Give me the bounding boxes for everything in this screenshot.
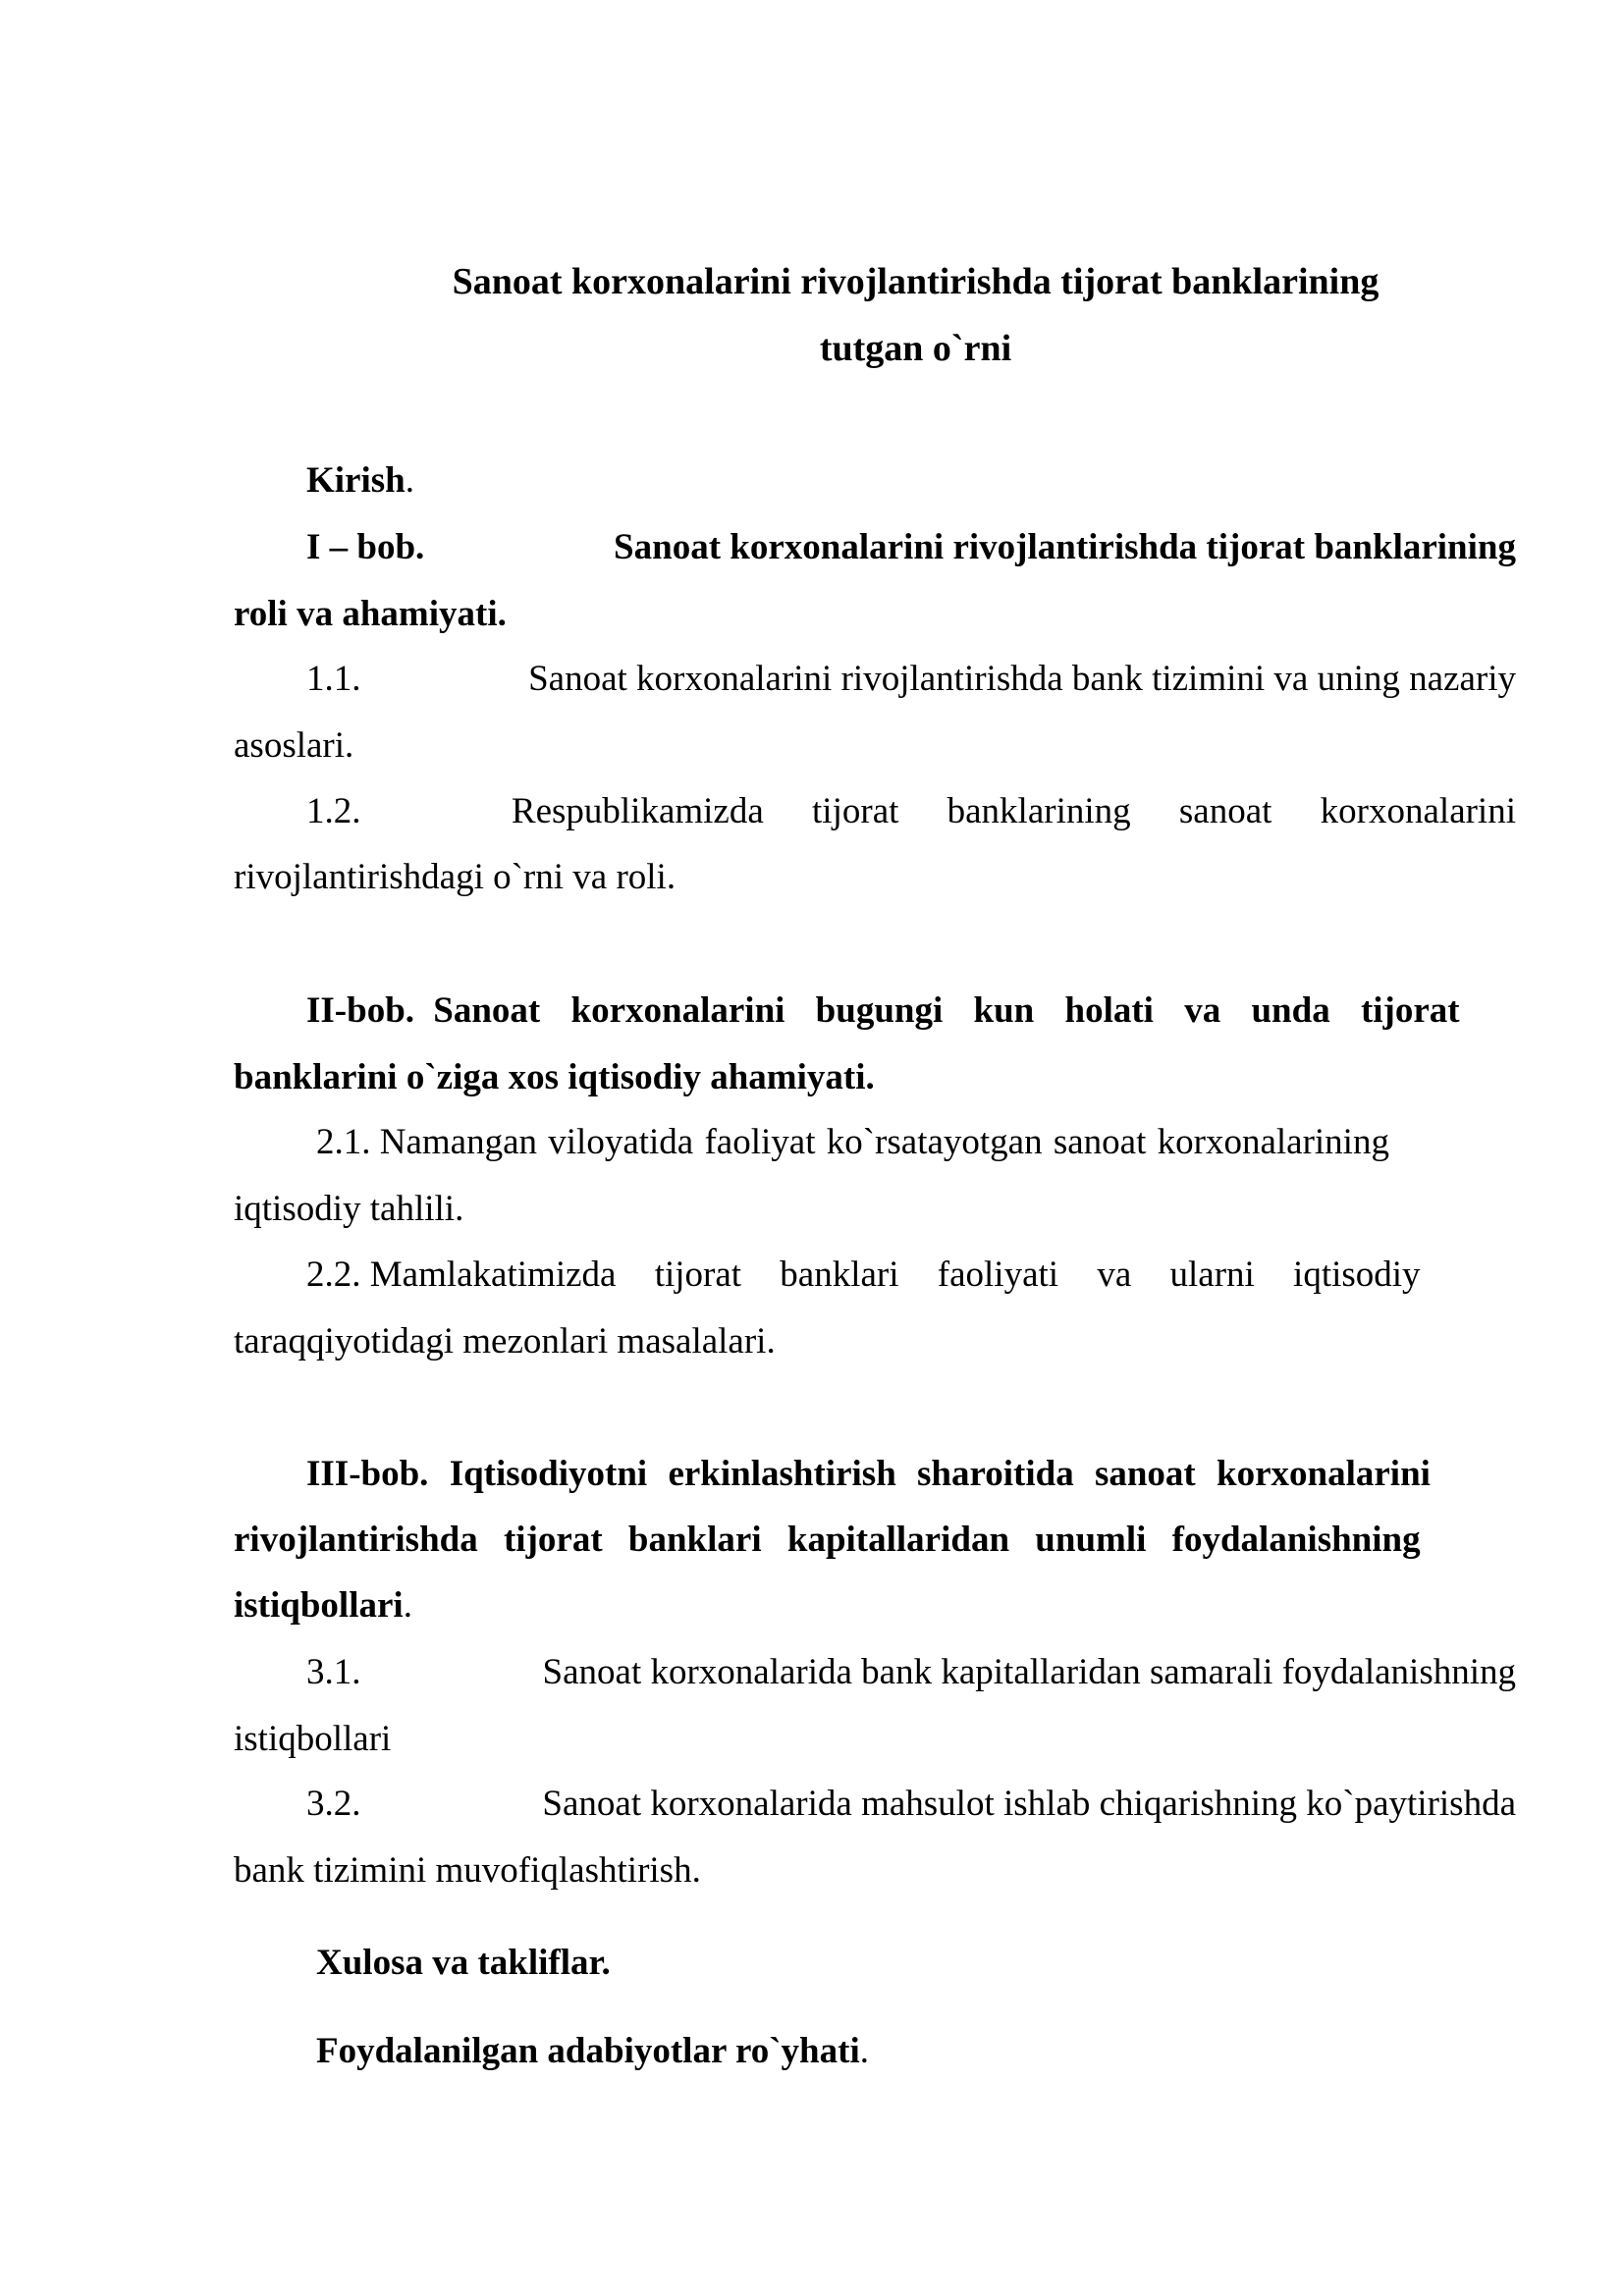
chapter-1-label: I – bob. xyxy=(306,527,425,567)
section-3-1-text-part2: istiqbollari xyxy=(234,1719,392,1759)
chapter-1-title-part2: roli va ahamiyati. xyxy=(234,594,507,634)
section-3-2-number: 3.2. xyxy=(306,1784,361,1824)
toc-section-3-1-line1 xyxy=(306,1651,1516,1694)
section-3-1-text-part1: Sanoat korxonalarida bank kapitallaridan samarali foydalanishning xyxy=(542,1652,1516,1692)
chapter-2-label: II-bob. xyxy=(306,990,415,1031)
section-1-2-number: 1.2. xyxy=(306,791,361,831)
section-1-2-text-part2: rivojlantirishdagi o`rni va roli. xyxy=(234,857,676,897)
section-1-1-number: 1.1. xyxy=(306,659,361,699)
toc-chapter-3-line3 xyxy=(234,1584,1516,1628)
section-3-1-number: 3.1. xyxy=(306,1652,361,1692)
chapter-3-label: III-bob. xyxy=(306,1454,429,1494)
references-label: Foydalanilgan adabiyotlar ro`yhati xyxy=(316,2031,860,2071)
kirish-dot: . xyxy=(405,460,414,501)
section-3-2-text-part1: Sanoat korxonalarida mahsulot ishlab chiqarishning ko`paytirishda xyxy=(542,1784,1516,1824)
toc-references xyxy=(316,2030,1598,2073)
section-2-2-text-part2: taraqqiyotidagi mezonlari masalalari. xyxy=(234,1321,776,1362)
toc-kirish xyxy=(306,459,1589,503)
chapter-3-title-part3: istiqbollari xyxy=(234,1585,404,1626)
section-1-2-text-part1: Respublikamizda tijorat banklarining sanoat korxonalarini xyxy=(511,791,1516,831)
section-2-1-number: 2.1. xyxy=(316,1122,371,1162)
section-2-2-text-part1: Mamlakatimizda tijorat banklari faoliyati va ularni iqtisodiy xyxy=(369,1255,1421,1295)
section-1-1-text-part1: Sanoat korxonalarini rivojlantirishda bank tizimini va uning nazariy xyxy=(528,659,1516,699)
toc-section-1-2-line1 xyxy=(306,790,1516,833)
chapter-3-title-part1: Iqtisodiyotni erkinlashtirish sharoitida sanoat korxonalarini xyxy=(449,1454,1431,1494)
toc-chapter-1-line1 xyxy=(306,526,1516,569)
section-3-2-text-part2: bank tizimini muvofiqlashtirish. xyxy=(234,1850,701,1891)
section-1-1-text-part2: asoslari. xyxy=(234,725,354,766)
toc-conclusion: Xulosa va takliflar. xyxy=(316,1943,611,1983)
chapter-3-title-dot: . xyxy=(403,1585,412,1626)
toc-section-1-1-line1 xyxy=(306,658,1516,701)
chapter-1-title-part1: Sanoat korxonalarini rivojlantirishda tijorat banklarining xyxy=(614,527,1516,567)
toc-section-2-1-line1 xyxy=(316,1121,1516,1164)
document-title-line1: Sanoat korxonalarini rivojlantirishda tijorat banklarining xyxy=(452,261,1380,302)
section-2-2-number: 2.2. xyxy=(306,1255,361,1295)
section-2-1-text-part1: Namangan viloyatida faoliyat ko`rsatayotgan sanoat korxonalarining xyxy=(379,1122,1389,1162)
references-dot: . xyxy=(859,2031,869,2071)
toc-chapter-2-line1 xyxy=(306,989,1516,1033)
kirish-label: Kirish xyxy=(306,460,406,501)
toc-chapter-3-line1 xyxy=(306,1453,1516,1496)
toc-section-2-2-line1 xyxy=(306,1254,1516,1297)
chapter-2-title-part2: banklarini o`ziga xos iqtisodiy ahamiyati. xyxy=(234,1057,875,1097)
toc-section-3-2-line1 xyxy=(306,1783,1516,1826)
chapter-3-title-part2: rivojlantirishda tijorat banklari kapitallaridan unumli foydalanishning xyxy=(234,1520,1421,1560)
section-2-1-text-part2: iqtisodiy tahlili. xyxy=(234,1189,464,1229)
chapter-2-title-part1: Sanoat korxonalarini bugungi kun holati va unda tijorat xyxy=(433,990,1460,1031)
document-title-line2: tutgan o`rni xyxy=(819,328,1012,369)
